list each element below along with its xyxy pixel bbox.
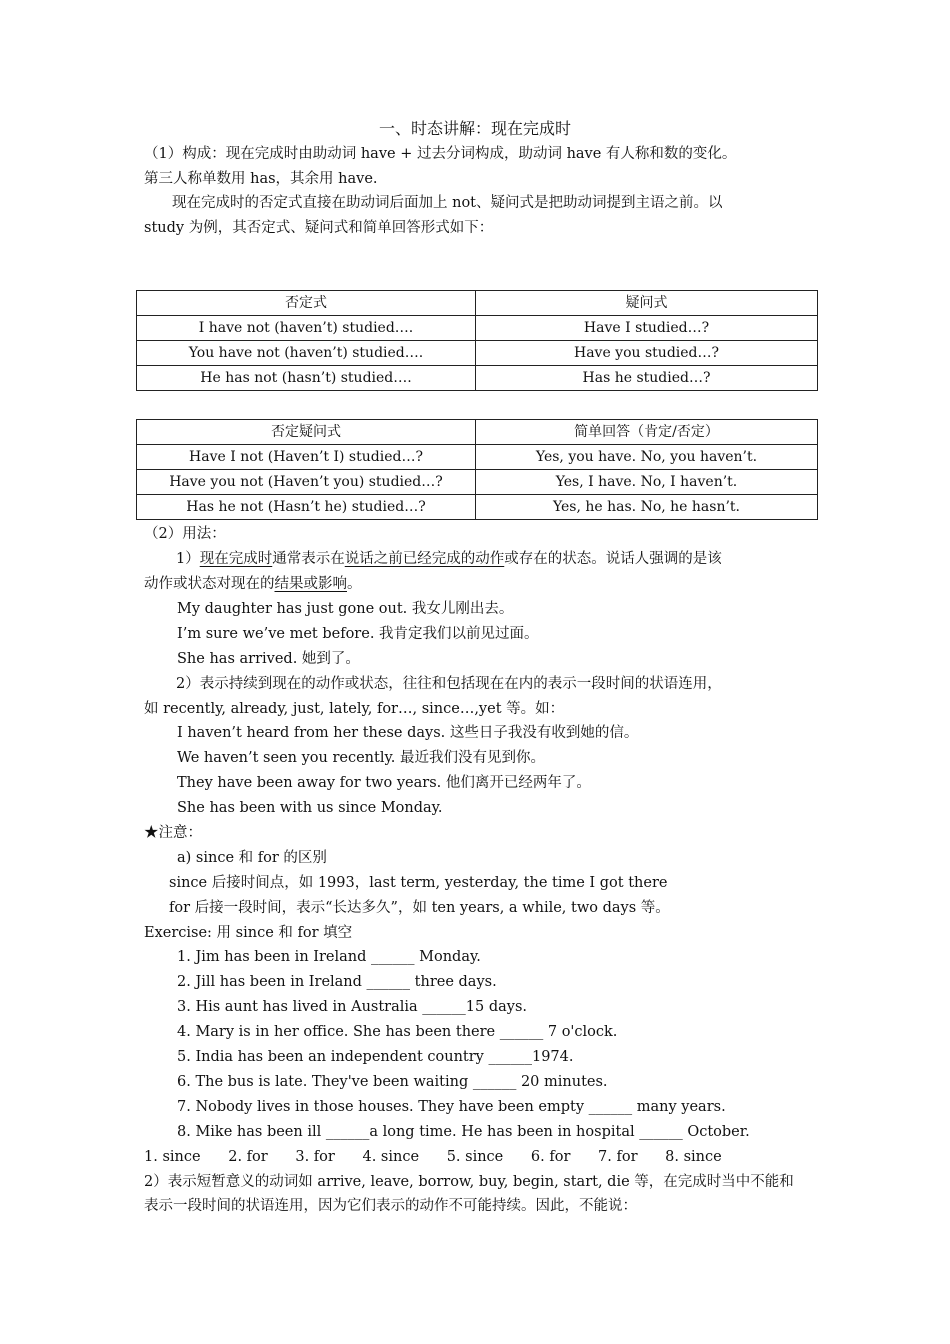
- table-cell: Have I studied…?: [476, 316, 818, 341]
- exercise-heading: Exercise: 用 since 和 for 填空: [144, 925, 353, 941]
- table-cell: Yes, you have. No, you haven’t.: [476, 445, 818, 470]
- underlined-term: 现在完成时: [199, 551, 273, 567]
- usage-1-line-2: [144, 574, 362, 594]
- table-cell: He has not (hasn’t) studied….: [137, 366, 476, 391]
- usage-1-line-1: [176, 549, 722, 569]
- intro-line-3: 现在完成时的否定式直接在助动词后面加上 not、疑问式是把助动词提到主语之前。以: [172, 195, 723, 211]
- exercise-item: 8. Mike has been ill ______a long time. He has been in hospital ______ October.: [177, 1124, 750, 1140]
- example-sentence: My daughter has just gone out. 我女儿刚出去。: [177, 601, 514, 617]
- page-title: 一、时态讲解：现在完成时: [378, 119, 571, 138]
- table-header-cell: 简单回答（肯定/否定）: [476, 420, 818, 445]
- example-sentence: They have been away for two years. 他们离开已经两年了。: [177, 775, 591, 791]
- usage-2-line-2: 如 recently, already, just, lately, for…, since…,yet 等。如：: [144, 701, 565, 717]
- note-item-a: a) since 和 for 的区别: [177, 850, 327, 866]
- exercise-item: 1. Jim has been in Ireland ______ Monday.: [177, 949, 481, 965]
- usage-1-text: 通常表示在: [272, 551, 345, 567]
- table-cell: I have not (haven’t) studied….: [137, 316, 476, 341]
- table-row: [137, 316, 818, 341]
- table-row: [137, 341, 818, 366]
- usage-heading: （2）用法：: [144, 526, 226, 542]
- usage-1-text: 动作或状态对现在的: [144, 576, 275, 592]
- exercise-answers: 1. since 2. for 3. for 4. since 5. since 6. for 7. for 8. since: [144, 1149, 722, 1165]
- exercise-item: 7. Nobody lives in those houses. They have been empty ______ many years.: [177, 1099, 726, 1115]
- table-cell: Have you not (Haven’t you) studied…?: [137, 470, 476, 495]
- table-cell: Yes, he has. No, he hasn’t.: [476, 495, 818, 520]
- intro-line-1: （1）构成：现在完成时由助动词 have + 过去分词构成，助动词 have 有人称和数的变化。: [144, 146, 737, 162]
- table-header-row: [137, 291, 818, 316]
- note-heading: ★注意：: [144, 825, 202, 841]
- usage-1-text: 或存在的状态。说话人强调的是该: [504, 551, 722, 567]
- table-header-cell: 否定式: [137, 291, 476, 316]
- table-row: [137, 366, 818, 391]
- exercise-item: 6. The bus is late. They've been waiting ______ 20 minutes.: [177, 1074, 608, 1090]
- usage-2b-line-2: 表示一段时间的状语连用，因为它们表示的动作不可能持续。因此，不能说：: [144, 1198, 637, 1214]
- table-row: [137, 470, 818, 495]
- example-sentence: I’m sure we’ve met before. 我肯定我们以前见过面。: [177, 626, 539, 642]
- usage-2-line-1: 2）表示持续到现在的动作或状态，往往和包括现在在内的表示一段时间的状语连用，: [176, 676, 722, 692]
- example-sentence: I haven’t heard from her these days. 这些日子我没有收到她的信。: [177, 725, 639, 741]
- table-negative-question-answers: [136, 419, 818, 520]
- exercise-item: 3. His aunt has lived in Australia ______15 days.: [177, 999, 528, 1015]
- table-header-row: [137, 420, 818, 445]
- table-header-cell: 否定疑问式: [137, 420, 476, 445]
- exercise-item: 5. India has been an independent country ______1974.: [177, 1049, 574, 1065]
- usage-1-prefix: 1）: [176, 551, 200, 567]
- underlined-term: 结果或影响: [274, 576, 347, 592]
- intro-line-2: 第三人称单数用 has，其余用 have.: [144, 171, 378, 187]
- usage-1-text: 。: [347, 576, 362, 592]
- example-sentence: We haven’t seen you recently. 最近我们没有见到你。: [177, 750, 545, 766]
- example-sentence: She has arrived. 她到了。: [177, 651, 360, 667]
- note-for: for 后接一段时间，表示“长达多久”，如 ten years, a while, two days 等。: [169, 900, 670, 916]
- usage-2b-line-1: 2）表示短暂意义的动词如 arrive, leave, borrow, buy, begin, start, die 等，在完成时当中不能和: [144, 1174, 794, 1190]
- exercise-item: 2. Jill has been in Ireland ______ three days.: [177, 974, 497, 990]
- table-row: [137, 495, 818, 520]
- table-header-cell: 疑问式: [476, 291, 818, 316]
- intro-line-4: study 为例，其否定式、疑问式和简单回答形式如下：: [144, 220, 494, 236]
- table-cell: Has he studied…?: [476, 366, 818, 391]
- note-since: since 后接时间点，如 1993，last term, yesterday, the time I got there: [169, 875, 668, 891]
- table-cell: Has he not (Hasn’t he) studied…?: [137, 495, 476, 520]
- table-cell: Have I not (Haven’t I) studied…?: [137, 445, 476, 470]
- table-row: [137, 445, 818, 470]
- table-cell: You have not (haven’t) studied….: [137, 341, 476, 366]
- underlined-term: 说话之前已经完成的动作: [344, 551, 505, 567]
- example-sentence: She has been with us since Monday.: [177, 800, 443, 816]
- table-cell: Have you studied…?: [476, 341, 818, 366]
- table-negative-interrogative: [136, 290, 818, 391]
- table-cell: Yes, I have. No, I haven’t.: [476, 470, 818, 495]
- exercise-item: 4. Mary is in her office. She has been there ______ 7 o'clock.: [177, 1024, 618, 1040]
